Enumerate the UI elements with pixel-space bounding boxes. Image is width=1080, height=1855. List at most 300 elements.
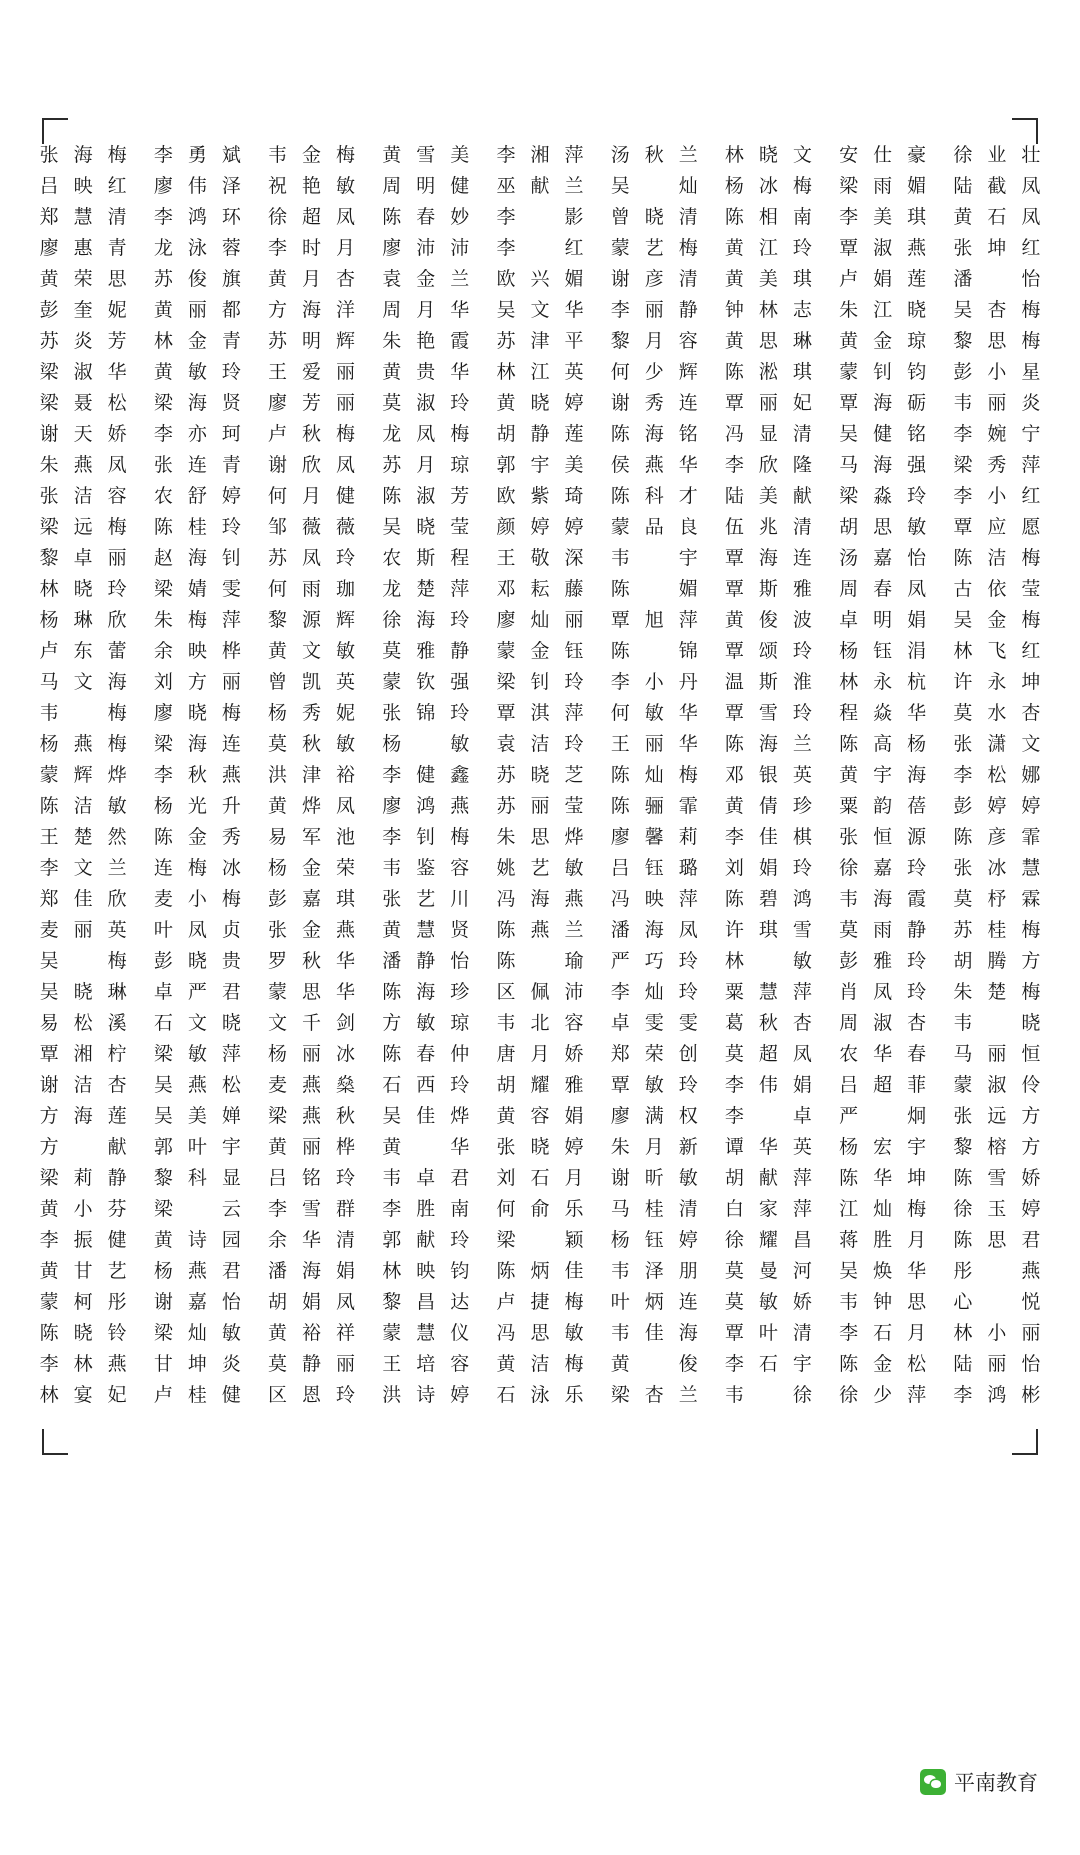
- name-cell: 蒙 品 良: [610, 517, 698, 538]
- name-cell: 廖 满 权: [610, 1106, 698, 1127]
- name-cell: 覃 淇 萍: [496, 703, 584, 724]
- name-cell: 梁 燕 秋: [268, 1106, 356, 1127]
- name-cell: 连 梅 冰: [153, 858, 241, 879]
- name-cell: 徐 超 凤: [268, 207, 356, 228]
- name-cell: 吴 晓 莹: [382, 517, 470, 538]
- name-cell: 姚 艺 敏: [496, 858, 584, 879]
- name-cell: 许 琪 雪: [724, 920, 812, 941]
- name-cell: 黄 石 凤: [953, 207, 1041, 228]
- name-cell: 欧 紫 琦: [496, 486, 584, 507]
- name-cell: 莫 静 丽: [268, 1354, 356, 1375]
- name-cell: 杨 钰 涓: [839, 641, 927, 662]
- name-cell: 张 潇 文: [953, 734, 1041, 755]
- name-cell: 赵 海 钊: [153, 548, 241, 569]
- name-cell: 黎 科 显: [153, 1168, 241, 1189]
- name-cell: 韦 钟 思: [839, 1292, 927, 1313]
- name-cell: 韦 丽 炎: [953, 393, 1041, 414]
- name-cell: 区 恩 玲: [268, 1385, 356, 1406]
- name-cell: 李 欣 隆: [724, 455, 812, 476]
- name-cell: 侯 燕 华: [610, 455, 698, 476]
- name-cell: 方 献: [39, 1137, 127, 1158]
- name-cell: 彭 小 星: [953, 362, 1041, 383]
- name-cell: 方 敏 琼: [382, 1013, 470, 1034]
- name-cell: 林 江 英: [496, 362, 584, 383]
- name-cell: 王 爱 丽: [268, 362, 356, 383]
- name-cell: 陈 高 杨: [839, 734, 927, 755]
- name-cell: 龙 凤 梅: [382, 424, 470, 445]
- name-cell: 黄 烨 凤: [268, 796, 356, 817]
- name-cell: 彭 雅 玲: [839, 951, 927, 972]
- name-cell: 杨 秀 妮: [268, 703, 356, 724]
- name-cell: 郭 献 玲: [382, 1230, 470, 1251]
- name-cell: 莫 曼 河: [724, 1261, 812, 1282]
- name-cell: 黄 思 琳: [724, 331, 812, 352]
- name-cell: 文 千 剑: [268, 1013, 356, 1034]
- name-cell: 巫 献 兰: [496, 176, 584, 197]
- wechat-badge[interactable]: [920, 1767, 1038, 1797]
- name-cell: 梁 敏 萍: [153, 1044, 241, 1065]
- name-cell: 杨 燕 君: [153, 1261, 241, 1282]
- name-cell: 黄 月 杏: [268, 269, 356, 290]
- name-cell: 李 振 健: [39, 1230, 127, 1251]
- name-cell: 蒋 胜 月: [839, 1230, 927, 1251]
- name-cell: 韦 海 霞: [839, 889, 927, 910]
- name-cell: 彭 奎 妮: [39, 300, 127, 321]
- name-cell: 黄 慧 贤: [382, 920, 470, 941]
- name-cell: 吕 铭 玲: [268, 1168, 356, 1189]
- name-cell: 李 文 兰: [39, 858, 127, 879]
- name-cell: 吴 梅: [39, 951, 127, 972]
- name-cell: 徐 耀 昌: [724, 1230, 812, 1251]
- name-cell: 曾 凯 英: [268, 672, 356, 693]
- name-cell: 区 佩 沛: [496, 982, 584, 1003]
- name-cell: 林 晓 玲: [39, 579, 127, 600]
- name-cell: 朱 楚 梅: [953, 982, 1041, 1003]
- name-cell: 彭 婷 婷: [953, 796, 1041, 817]
- name-cell: 伍 兆 清: [724, 517, 812, 538]
- name-cell: 陈 雪 娇: [953, 1168, 1041, 1189]
- name-cell: 韦 佳 海: [610, 1323, 698, 1344]
- name-cell: 易 松 溪: [39, 1013, 127, 1034]
- name-cell: 农 斯 程: [382, 548, 470, 569]
- name-cell: 蒙 钊 钧: [839, 362, 927, 383]
- name-cell: 黄 俊 波: [724, 610, 812, 631]
- name-cell: 张 金 燕: [268, 920, 356, 941]
- name-cell: 李 丽 静: [610, 300, 698, 321]
- name-cell: 蒙 柯 彤: [39, 1292, 127, 1313]
- name-cell: 郑 荣 创: [610, 1044, 698, 1065]
- name-cell: 黄 文 敏: [268, 641, 356, 662]
- name-cell: 韦 梅: [39, 703, 127, 724]
- name-cell: 苏 炎 芳: [39, 331, 127, 352]
- name-cell: 彭 嘉 琪: [268, 889, 356, 910]
- name-cell: 张 恒 源: [839, 827, 927, 848]
- name-cell: 黄 江 玲: [724, 238, 812, 259]
- name-cell: 林 敏: [724, 951, 812, 972]
- name-cell: 石 文 晓: [153, 1013, 241, 1034]
- name-cell: 方 海 莲: [39, 1106, 127, 1127]
- name-cell: 方 海 洋: [268, 300, 356, 321]
- name-cell: 何 少 辉: [610, 362, 698, 383]
- name-cell: 谢 彦 清: [610, 269, 698, 290]
- name-cell: 陈 淞 琪: [724, 362, 812, 383]
- name-cell: 廖 惠 青: [39, 238, 127, 259]
- name-cell: 陈 骊 霏: [610, 796, 698, 817]
- name-cell: 陈 华 坤: [839, 1168, 927, 1189]
- name-cell: 蒙 思 华: [268, 982, 356, 1003]
- name-cell: 韦 金 梅: [268, 145, 356, 166]
- name-cell: 卓 严 君: [153, 982, 241, 1003]
- crop-mark-bottom-left: [42, 1429, 68, 1455]
- name-cell: 陈 科 才: [610, 486, 698, 507]
- name-cell: 陆 截 凤: [953, 176, 1041, 197]
- name-cell: 黄 俊: [610, 1354, 698, 1375]
- name-cell: 黄 容 娟: [496, 1106, 584, 1127]
- name-cell: 吴 焕 华: [839, 1261, 927, 1282]
- name-cell: 李 小 丹: [610, 672, 698, 693]
- name-cell: 梁 淑 华: [39, 362, 127, 383]
- name-cell: 廖 晓 梅: [153, 703, 241, 724]
- name-cell: 杨 光 升: [153, 796, 241, 817]
- name-cell: 何 俞 乐: [496, 1199, 584, 1220]
- name-cell: 廖 鸿 燕: [382, 796, 470, 817]
- name-cell: 李 雪 群: [268, 1199, 356, 1220]
- name-cell: 周 月 华: [382, 300, 470, 321]
- name-cell: 曾 晓 清: [610, 207, 698, 228]
- name-cell: 黄 甘 艺: [39, 1261, 127, 1282]
- name-cell: 郭 叶 宇: [153, 1137, 241, 1158]
- name-cell: 张 艺 川: [382, 889, 470, 910]
- name-cell: 梁 钊 玲: [496, 672, 584, 693]
- name-cell: 刘 娟 玲: [724, 858, 812, 879]
- name-cell: 吴 佳 烨: [382, 1106, 470, 1127]
- name-cell: 李 亦 珂: [153, 424, 241, 445]
- name-cell: 吴 燕 松: [153, 1075, 241, 1096]
- name-cell: 梁 淼 玲: [839, 486, 927, 507]
- name-cell: 梁 杏 兰: [610, 1385, 698, 1406]
- name-cell: 李 卓: [724, 1106, 812, 1127]
- name-cell: 谢 欣 凤: [268, 455, 356, 476]
- name-cell: 陈 燕 兰: [496, 920, 584, 941]
- name-cell: 覃 海 砺: [839, 393, 927, 414]
- name-cell: 罗 秋 华: [268, 951, 356, 972]
- name-cell: 徐 业 壮: [953, 145, 1041, 166]
- name-cell: 朱 梅 萍: [153, 610, 241, 631]
- name-cell: 谢 天 娇: [39, 424, 127, 445]
- name-cell: 袁 洁 玲: [496, 734, 584, 755]
- name-cell: 陆 美 献: [724, 486, 812, 507]
- name-cell: 林 映 钧: [382, 1261, 470, 1282]
- name-cell: 甘 坤 炎: [153, 1354, 241, 1375]
- name-cell: 邓 耘 藤: [496, 579, 584, 600]
- name-cell: 黄 小 芬: [39, 1199, 127, 1220]
- name-cell: 卢 捷 梅: [496, 1292, 584, 1313]
- name-cell: 梁 颖: [496, 1230, 584, 1251]
- name-cell: 李 小 红: [953, 486, 1041, 507]
- name-cell: 覃 敏 玲: [610, 1075, 698, 1096]
- name-cell: 程 焱 华: [839, 703, 927, 724]
- name-cell: 韦 泽 朋: [610, 1261, 698, 1282]
- name-cell: 李 婉 宁: [953, 424, 1041, 445]
- name-cell: 杨 敏: [382, 734, 470, 755]
- name-cell: 林 飞 红: [953, 641, 1041, 662]
- name-cell: 梁 聂 松: [39, 393, 127, 414]
- name-cell: 彭 晓 贵: [153, 951, 241, 972]
- name-cell: 张 锦 玲: [382, 703, 470, 724]
- name-cell: 何 月 健: [268, 486, 356, 507]
- name-cell: 卢 娟 莲: [839, 269, 927, 290]
- name-cell: 覃 淑 燕: [839, 238, 927, 259]
- name-cell: 黎 昌 达: [382, 1292, 470, 1313]
- name-cell: 黎 月 容: [610, 331, 698, 352]
- name-cell: 韦 卓 君: [382, 1168, 470, 1189]
- name-cell: 胡 腾 方: [953, 951, 1041, 972]
- name-cell: 黄 美 琪: [724, 269, 812, 290]
- name-cell: 黄 丽 桦: [268, 1137, 356, 1158]
- name-cell: 陈 海 珍: [382, 982, 470, 1003]
- name-list-grid: [26, 140, 1054, 1411]
- name-cell: 杨 钰 婷: [610, 1230, 698, 1251]
- name-cell: 龙 楚 萍: [382, 579, 470, 600]
- name-cell: 韦 晓: [953, 1013, 1041, 1034]
- name-cell: 苏 丽 莹: [496, 796, 584, 817]
- name-cell: 李 胜 南: [382, 1199, 470, 1220]
- name-cell: 陈 金 秀: [153, 827, 241, 848]
- name-cell: 欧 兴 媚: [496, 269, 584, 290]
- name-cell: 覃 雪 玲: [724, 703, 812, 724]
- name-cell: 谢 秀 连: [610, 393, 698, 414]
- name-cell: 谭 华 英: [724, 1137, 812, 1158]
- name-cell: 洪 津 裕: [268, 765, 356, 786]
- name-cell: 梁 海 连: [153, 734, 241, 755]
- name-cell: 卢 秋 梅: [268, 424, 356, 445]
- name-cell: 胡 思 敏: [839, 517, 927, 538]
- name-cell: 蒙 慧 仪: [382, 1323, 470, 1344]
- name-cell: 蒙 钦 强: [382, 672, 470, 693]
- name-cell: 苏 桂 梅: [953, 920, 1041, 941]
- name-cell: 郑 慧 清: [39, 207, 127, 228]
- name-cell: 农 舒 婷: [153, 486, 241, 507]
- name-cell: 李 石 月: [839, 1323, 927, 1344]
- name-cell: 李 林 燕: [39, 1354, 127, 1375]
- name-cell: 卓 明 娟: [839, 610, 927, 631]
- name-cell: 莫 超 凤: [724, 1044, 812, 1065]
- name-cell: 汤 秋 兰: [610, 145, 698, 166]
- name-cell: 廖 灿 丽: [496, 610, 584, 631]
- name-cell: 陈 淑 芳: [382, 486, 470, 507]
- name-cell: 徐 玉 婷: [953, 1199, 1041, 1220]
- name-cell: 陈 瑜: [496, 951, 584, 972]
- name-cell: 黎 源 辉: [268, 610, 356, 631]
- name-cell: 潘 静 怡: [382, 951, 470, 972]
- name-cell: 袁 金 兰: [382, 269, 470, 290]
- name-cell: 张 连 青: [153, 455, 241, 476]
- name-cell: 石 泳 乐: [496, 1385, 584, 1406]
- name-cell: 卢 东 蕾: [39, 641, 127, 662]
- name-cell: 胡 耀 雅: [496, 1075, 584, 1096]
- name-cell: 叶 炳 连: [610, 1292, 698, 1313]
- name-cell: 蒙 金 钰: [496, 641, 584, 662]
- name-cell: 吴 晓 琳: [39, 982, 127, 1003]
- name-cell: 卢 桂 健: [153, 1385, 241, 1406]
- name-cell: 苏 津 平: [496, 331, 584, 352]
- name-cell: 覃 湘 柠: [39, 1044, 127, 1065]
- name-cell: 邓 银 英: [724, 765, 812, 786]
- name-cell: 祝 艳 敏: [268, 176, 356, 197]
- name-cell: 覃 丽 妃: [724, 393, 812, 414]
- name-cell: 唐 月 娇: [496, 1044, 584, 1065]
- name-cell: 严 巧 玲: [610, 951, 698, 972]
- name-cell: 陈 锦: [610, 641, 698, 662]
- name-cell: 杨 金 荣: [268, 858, 356, 879]
- name-cell: 李 佳 棋: [724, 827, 812, 848]
- name-cell: 李 松 娜: [953, 765, 1041, 786]
- name-cell: 张 海 梅: [39, 145, 127, 166]
- name-cell: 颜 婷 婷: [496, 517, 584, 538]
- name-cell: 谢 嘉 怡: [153, 1292, 241, 1313]
- wechat-icon: [920, 1769, 946, 1795]
- name-cell: 黄 贵 华: [382, 362, 470, 383]
- name-cell: 邹 薇 薇: [268, 517, 356, 538]
- page-footer: [0, 1685, 1080, 1855]
- name-cell: 王 楚 然: [39, 827, 127, 848]
- name-cell: 陈 相 南: [724, 207, 812, 228]
- name-cell: 黄 宇 海: [839, 765, 927, 786]
- name-cell: 梁 秀 萍: [953, 455, 1041, 476]
- name-cell: 李 湘 萍: [496, 145, 584, 166]
- name-cell: 粟 韵 蓓: [839, 796, 927, 817]
- name-cell: 麦 小 梅: [153, 889, 241, 910]
- name-cell: 林 小 丽: [953, 1323, 1041, 1344]
- name-cell: 马 文 海: [39, 672, 127, 693]
- name-cell: 卓 雯 雯: [610, 1013, 698, 1034]
- name-cell: 黄 丽 都: [153, 300, 241, 321]
- name-cell: 周 明 健: [382, 176, 470, 197]
- name-cell: 黄 洁 梅: [496, 1354, 584, 1375]
- name-cell: 梁 云: [153, 1199, 241, 1220]
- name-cell: 刘 石 月: [496, 1168, 584, 1189]
- name-cell: 覃 旭 萍: [610, 610, 698, 631]
- name-cell: 彤 燕: [953, 1261, 1041, 1282]
- name-cell: 廖 沛 沛: [382, 238, 470, 259]
- name-cell: 蒙 淑 伶: [953, 1075, 1041, 1096]
- name-cell: 杨 冰 梅: [724, 176, 812, 197]
- name-cell: 梁 海 贤: [153, 393, 241, 414]
- name-cell: 张 远 方: [953, 1106, 1041, 1127]
- name-cell: 杨 琳 欣: [39, 610, 127, 631]
- name-cell: 廖 馨 莉: [610, 827, 698, 848]
- name-cell: 陈 海 兰: [724, 734, 812, 755]
- name-cell: 易 军 池: [268, 827, 356, 848]
- name-cell: 麦 燕 燊: [268, 1075, 356, 1096]
- name-cell: 潘 怡: [953, 269, 1041, 290]
- name-cell: 冯 映 萍: [610, 889, 698, 910]
- name-cell: 韦 鉴 容: [382, 858, 470, 879]
- name-cell: 韦 宇: [610, 548, 698, 569]
- name-cell: 朱 燕 凤: [39, 455, 127, 476]
- name-cell: 心 悦: [953, 1292, 1041, 1313]
- name-cell: 林 晓 文: [724, 145, 812, 166]
- name-cell: 谢 洁 杏: [39, 1075, 127, 1096]
- name-cell: 黄 诗 园: [153, 1230, 241, 1251]
- name-cell: 吴 美 婵: [153, 1106, 241, 1127]
- name-cell: 苏 月 琼: [382, 455, 470, 476]
- name-cell: 黄 雪 美: [382, 145, 470, 166]
- name-cell: 张 坤 红: [953, 238, 1041, 259]
- name-cell: 麦 丽 英: [39, 920, 127, 941]
- name-cell: 龙 泳 蓉: [153, 238, 241, 259]
- name-cell: 覃 应 愿: [953, 517, 1041, 538]
- name-cell: 陈 海 铭: [610, 424, 698, 445]
- name-cell: 李 健 鑫: [382, 765, 470, 786]
- name-cell: 覃 海 连: [724, 548, 812, 569]
- name-cell: 吕 钰 璐: [610, 858, 698, 879]
- name-cell: 苏 晓 芝: [496, 765, 584, 786]
- name-cell: 汤 嘉 怡: [839, 548, 927, 569]
- name-cell: 莫 淑 玲: [382, 393, 470, 414]
- name-cell: 吴 健 铭: [839, 424, 927, 445]
- crop-mark-bottom-right: [1012, 1429, 1038, 1455]
- name-cell: 李 秋 燕: [153, 765, 241, 786]
- name-cell: 黄 裕 祥: [268, 1323, 356, 1344]
- name-cell: 梁 雨 媚: [839, 176, 927, 197]
- name-cell: 徐 少 萍: [839, 1385, 927, 1406]
- name-cell: 朱 江 晓: [839, 300, 927, 321]
- name-cell: 廖 伟 泽: [153, 176, 241, 197]
- name-cell: 李 时 月: [268, 238, 356, 259]
- name-cell: 梁 婧 雯: [153, 579, 241, 600]
- name-cell: 余 华 清: [268, 1230, 356, 1251]
- name-cell: 古 依 莹: [953, 579, 1041, 600]
- name-cell: 胡 静 莲: [496, 424, 584, 445]
- name-cell: 陈 春 仲: [382, 1044, 470, 1065]
- name-cell: 林 永 杭: [839, 672, 927, 693]
- name-cell: 朱 月 新: [610, 1137, 698, 1158]
- name-cell: 苏 明 辉: [268, 331, 356, 352]
- name-cell: 张 洁 容: [39, 486, 127, 507]
- name-cell: 陈 桂 玲: [153, 517, 241, 538]
- name-cell: 黄 晓 婷: [496, 393, 584, 414]
- name-cell: 朱 艳 霞: [382, 331, 470, 352]
- wechat-account-name: 平南教育: [954, 1772, 1038, 1795]
- name-cell: 冯 思 敏: [496, 1323, 584, 1344]
- name-cell: 胡 娟 凤: [268, 1292, 356, 1313]
- name-cell: 李 红: [496, 238, 584, 259]
- name-cell: 张 冰 慧: [953, 858, 1041, 879]
- name-cell: 冯 海 燕: [496, 889, 584, 910]
- name-cell: 黄 敏 玲: [153, 362, 241, 383]
- name-cell: 黎 卓 丽: [39, 548, 127, 569]
- name-cell: 李 影: [496, 207, 584, 228]
- name-cell: 刘 方 丽: [153, 672, 241, 693]
- name-cell: 梁 灿 敏: [153, 1323, 241, 1344]
- name-cell: 徐 嘉 玲: [839, 858, 927, 879]
- name-cell: 粟 慧 萍: [724, 982, 812, 1003]
- name-cell: 李 鸿 彬: [953, 1385, 1041, 1406]
- name-cell: 蒙 艺 梅: [610, 238, 698, 259]
- name-cell: 吴 文 华: [496, 300, 584, 321]
- name-cell: 张 晓 婷: [496, 1137, 584, 1158]
- name-cell: 严 炯: [839, 1106, 927, 1127]
- name-cell: 马 丽 恒: [953, 1044, 1041, 1065]
- name-cell: 李 勇 斌: [153, 145, 241, 166]
- name-cell: 蒙 辉 烨: [39, 765, 127, 786]
- name-cell: 李 鸿 环: [153, 207, 241, 228]
- name-cell: 何 敏 华: [610, 703, 698, 724]
- name-cell: 陈 彦 霏: [953, 827, 1041, 848]
- name-cell: 陈 晓 铃: [39, 1323, 127, 1344]
- name-cell: 黄 荣 思: [39, 269, 127, 290]
